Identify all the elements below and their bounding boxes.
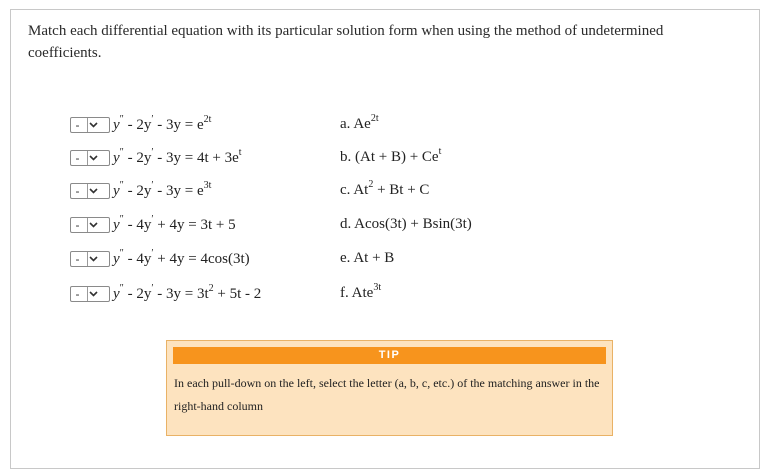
equation: y″ - 4y′ + 4y = 4cos(3t) [113, 247, 250, 267]
answer-select[interactable] [70, 117, 110, 133]
question-prompt: Match each differential equation with its particular solution form when using the method of undetermined coefficients. [28, 23, 664, 61]
equation: $y'' - 2y' - 3y = 4t + 3e^t$ [113, 146, 242, 166]
select-value: - [75, 118, 80, 132]
chevron-down-icon [88, 291, 99, 297]
answer-option: f. Ate$^{3t}$ [340, 282, 382, 301]
match-row [70, 248, 250, 270]
chevron-down-icon [88, 222, 99, 228]
match-row [70, 114, 211, 136]
select-value: - [75, 218, 80, 232]
select-value: - [75, 252, 80, 266]
select-value: - [75, 184, 80, 198]
answer-select[interactable] [70, 183, 110, 199]
match-row [70, 147, 242, 169]
equation: $y'' - 2y' - 3y = e^{3t}$ [113, 179, 212, 199]
chevron-down-icon [88, 256, 99, 262]
select-value: - [75, 151, 80, 165]
tip-text: In each pull-down on the left, select the letter (a, b, c, etc.) of the matching answer in the right-hand column [174, 376, 600, 413]
chevron-down-icon [88, 155, 99, 161]
answer-option: a. $Ae^{2t}$ [340, 113, 379, 132]
chevron-down-icon [88, 188, 99, 194]
answer-option: b. $(At + B) + Ce^t$ [340, 146, 442, 165]
match-row [70, 214, 236, 236]
select-value: - [75, 287, 80, 301]
equation: $y'' - 2y' - 3y = e^{2t}$ [113, 113, 212, 133]
chevron-down-icon [88, 122, 99, 128]
answer-select[interactable] [70, 150, 110, 166]
answer-select[interactable] [70, 217, 110, 233]
tip-box [166, 340, 613, 436]
answer-select[interactable] [70, 286, 110, 302]
answer-select[interactable] [70, 251, 110, 267]
answer-option: c. $At^2 + Bt + C$ [340, 179, 430, 198]
question-panel [10, 9, 760, 469]
match-row [70, 283, 261, 305]
answer-option: e. At + B [340, 250, 395, 266]
answer-option: d. Acos(3t) + Bsin(3t) [340, 216, 472, 232]
equation: $y'' - 2y' - 3y = 3t^2 + 5t - 2$ [113, 282, 262, 302]
tip-title: TIP [173, 347, 606, 364]
match-row [70, 180, 211, 202]
equation: y″ - 4y′ + 4y = 3t + 5 [113, 213, 236, 233]
